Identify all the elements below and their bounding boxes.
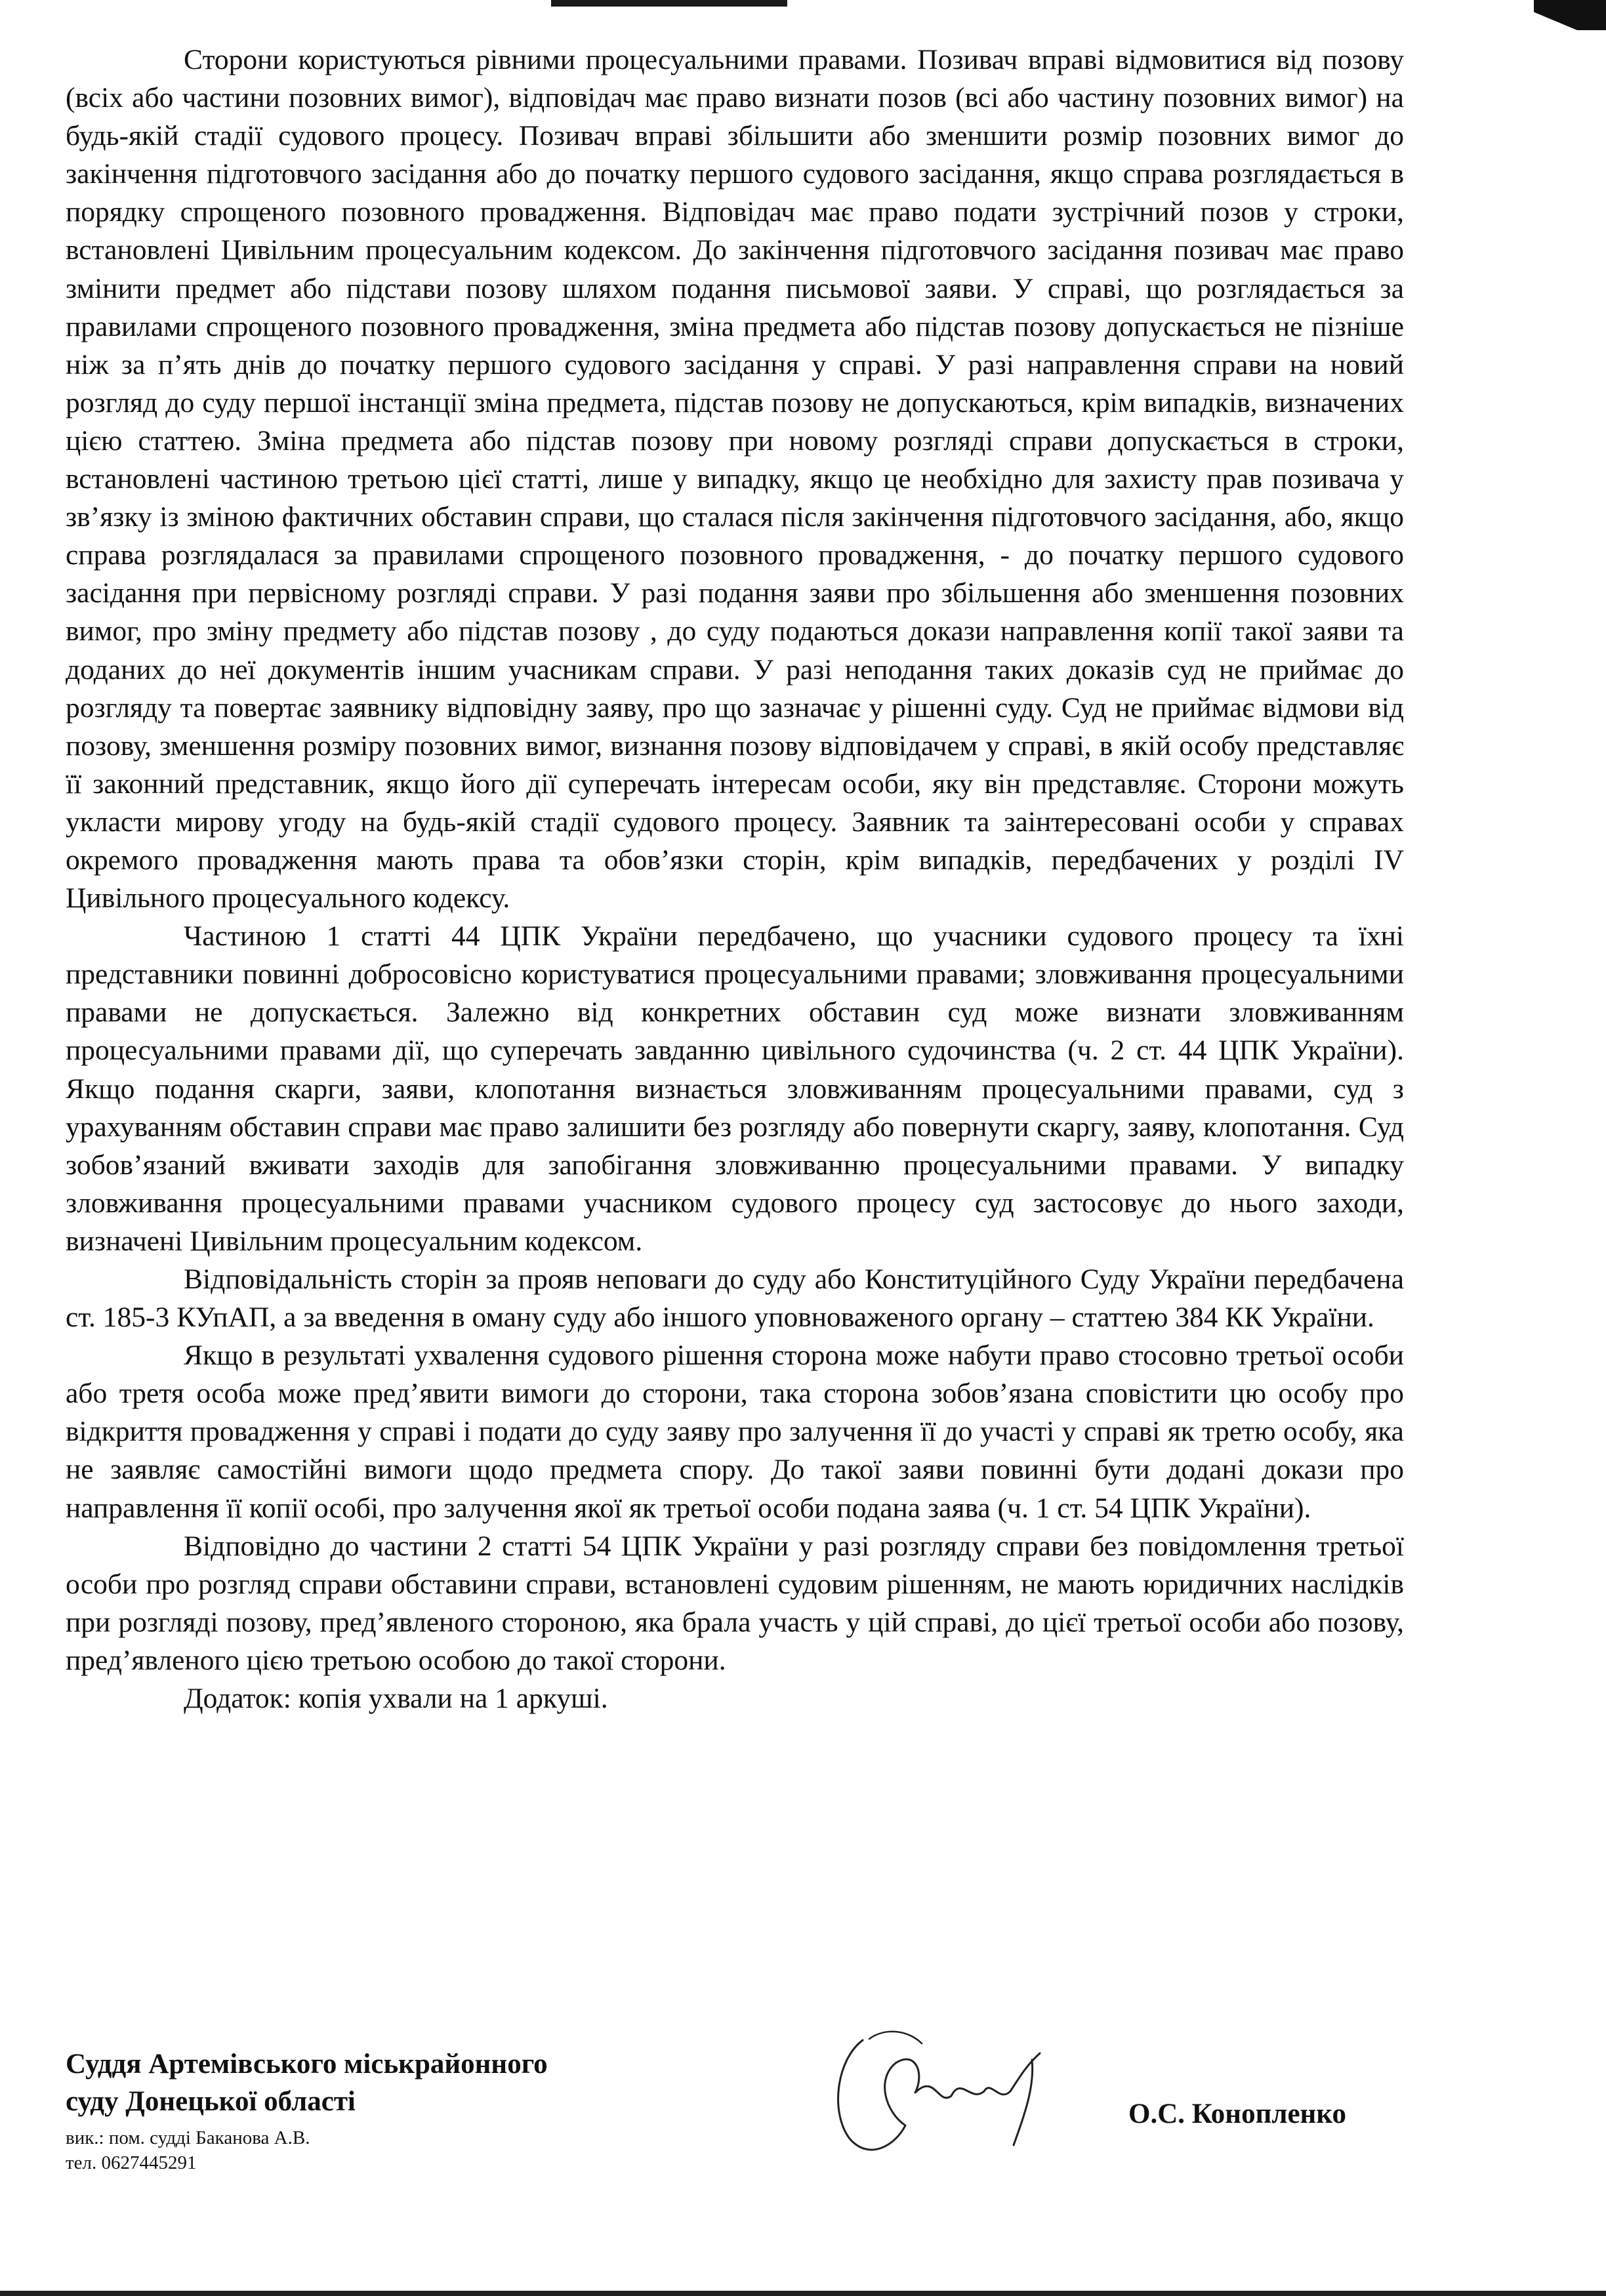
executor-line: вик.: пом. судді Баканова А.В. [66, 2127, 310, 2148]
judge-title-line2: суду Донецької області [66, 2086, 356, 2117]
judge-title [66, 2045, 548, 2120]
scan-artifact-top [551, 0, 787, 7]
scan-artifact-corner [1534, 0, 1606, 30]
signer-name: О.С. Конопленко [1128, 2099, 1347, 2129]
phone-line: тел. 0627445291 [66, 2152, 197, 2173]
handwritten-signature [823, 2014, 1060, 2165]
judge-title-line1: Суддя Артемівського міськрайонного [66, 2049, 548, 2080]
paragraph-article-44: Частиною 1 статті 44 ЦПК України передбачено, що учасники судового процесу та їхні представники повинні добросовісно користуватися процесуальними правами; зловживання процесуальними правами не допускається. Залежно від конкретних обставин суд може визнати зловживанням процесуальними правами дії, що суперечать завданню цивільного судочинства (ч. 2 ст. 44 ЦПК України). Якщо подання скарги, заяви, клопотання визнається зловживанням процесуальними правами, суд з урахуванням обставин справи має право залишити без розгляду або повернути скаргу, заяву, клопотання. Суд зобов’язаний вживати заходів для запобігання зловживанню процесуальними правами. У випадку зловживання процесуальними правами учасником судового процесу суд застосовує до нього заходи, визначені Цивільним процесуальним кодексом. [66, 920, 1404, 1257]
document-body [66, 41, 1404, 1717]
scan-artifact-bottom [0, 2291, 1606, 2296]
paragraph-third-party: Якщо в результаті ухвалення судового рішення сторона може набути право стосовно третьої особи або третя особа може пред’явити вимоги до сторони, така сторона зобов’язана сповістити цю особу про відкриття провадження у справі і подати до суду заяву про залучення її до участі у справі як третю особу, яка не заявляє самостійні вимоги щодо предмета спору. До такої заяви повинні бути додані докази про направлення її копії особі, про залучення якої як третьої особи подана заява (ч. 1 ст. 54 ЦПК України). [66, 1340, 1404, 1524]
executor-info [66, 2125, 310, 2175]
paragraph-liability: Відповідальність сторін за прояв неповаги до суду або Конституційного Суду України передбачена ст. 185-3 КУпАП, а за введення в оману суду або іншого уповноваженого органу – статтею 384 КК України. [66, 1263, 1404, 1334]
paragraph-article-54: Відповідно до частини 2 статті 54 ЦПК України у разі розгляду справи без повідомлення третьої особи про розгляд справи обставини справи, встановлені судовим рішенням, не мають юридичних наслідків при розгляді позову, пред’явленого стороною, яка брала участь у цій справі, до цієї третьої особи або позову, пред’явленого цією третьою особою до такої сторони. [66, 1530, 1404, 1676]
paragraph-parties-rights: Сторони користуються рівними процесуальними правами. Позивач вправі відмовитися від позову (всіх або частини позовних вимог), відповідач має право визнати позов (всі або частину позовних вимог) на будь-якій стадії судового процесу. Позивач вправі збільшити або зменшити розмір позовних вимог до закінчення підготовчого засідання або до початку першого судового засідання, якщо справа розглядається в порядку спрощеного позовного провадження. Відповідач має право подати зустрічний позов у строки, встановлені Цивільним процесуальним кодексом. До закінчення підготовчого засідання позивач має право змінити предмет або підстави позову шляхом подання письмової заяви. У справі, що розглядається за правилами спрощеного позовного провадження, зміна предмета або підстав позову допускається не пізніше ніж за п’ять днів до початку першого судового засідання у справі. У разі направлення справи на новий розгляд до суду першої інстанції зміна предмета, підстав позову не допускаються, крім випадків, визначених цією статтею. Зміна предмета або підстав позову при новому розгляді справи допускається в строки, встановлені частиною третьою цієї статті, лише у випадку, якщо це необхідно для захисту прав позивача у зв’язку із зміною фактичних обставин справи, що сталася після закінчення підготовчого засідання, або, якщо справа розглядалася за правилами спрощеного позовного провадження, - до початку першого судового засідання при первісному розгляді справи. У разі подання заяви про збільшення або зменшення позовних вимог, про зміну предмету або підстав позову , до суду подаються докази направлення копії такої заяви та доданих до неї документів іншим учасникам справи. У разі неподання таких доказів суд не приймає до розгляду та повертає заявнику відповідну заяву, про що зазначає у рішенні суду. Суд не приймає відмови від позову, зменшення розміру позовних вимог, визнання позову відповідачем у справі, в якій особу представляє її законний представник, якщо його дії суперечать інтересам особи, яку він представляє. Сторони можуть укласти мирову угоду на будь-якій стадії судового процесу. Заявник та заінтересовані особи у справах окремого провадження мають права та обов’язки сторін, крім випадків, передбачених у розділі IV Цивільного процесуального кодексу. [66, 44, 1404, 914]
paragraph-attachment: Додаток: копія ухвали на 1 аркуші. [184, 1683, 608, 1715]
